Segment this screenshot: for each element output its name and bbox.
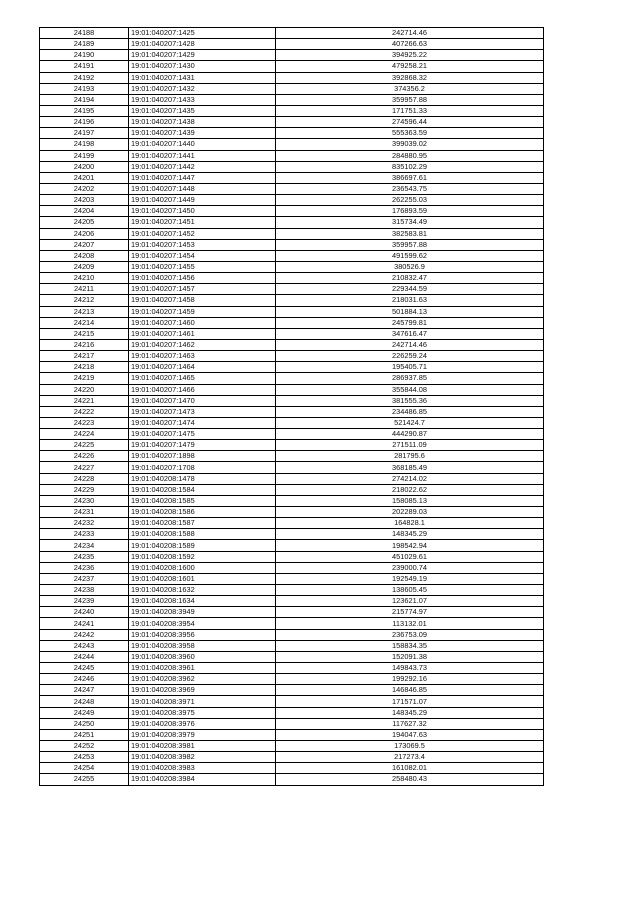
table-row xyxy=(40,117,544,128)
row-number-cell: 24222 xyxy=(40,406,129,417)
value-cell: 195405.71 xyxy=(276,362,544,373)
table-row xyxy=(40,651,544,662)
value-cell: 152091.38 xyxy=(276,651,544,662)
row-number-cell: 24210 xyxy=(40,273,129,284)
cadastral-number-cell: 19:01:040207:1456 xyxy=(129,273,276,284)
cadastral-number-cell: 19:01:040208:3960 xyxy=(129,651,276,662)
cadastral-number-cell: 19:01:040207:1429 xyxy=(129,50,276,61)
cadastral-number-cell: 19:01:040208:1586 xyxy=(129,507,276,518)
cadastral-number-cell: 19:01:040207:1464 xyxy=(129,362,276,373)
row-number-cell: 24218 xyxy=(40,362,129,373)
row-number-cell: 24226 xyxy=(40,451,129,462)
row-number-cell: 24209 xyxy=(40,261,129,272)
cadastral-number-cell: 19:01:040208:3975 xyxy=(129,707,276,718)
cadastral-number-cell: 19:01:040208:3979 xyxy=(129,729,276,740)
row-number-cell: 24225 xyxy=(40,440,129,451)
table-row xyxy=(40,339,544,350)
value-cell: 218031.63 xyxy=(276,295,544,306)
cadastral-number-cell: 19:01:040208:3962 xyxy=(129,674,276,685)
value-cell: 199292.16 xyxy=(276,674,544,685)
cadastral-number-cell: 19:01:040208:3954 xyxy=(129,618,276,629)
cadastral-number-cell: 19:01:040207:1450 xyxy=(129,206,276,217)
table-row xyxy=(40,61,544,72)
cadastral-number-cell: 19:01:040207:1455 xyxy=(129,261,276,272)
row-number-cell: 24196 xyxy=(40,117,129,128)
cadastral-number-cell: 19:01:040207:1463 xyxy=(129,351,276,362)
cadastral-number-cell: 19:01:040207:1479 xyxy=(129,440,276,451)
value-cell: 380526.9 xyxy=(276,261,544,272)
row-number-cell: 24248 xyxy=(40,696,129,707)
value-cell: 347616.47 xyxy=(276,328,544,339)
cadastral-number-cell: 19:01:040207:1432 xyxy=(129,83,276,94)
row-number-cell: 24243 xyxy=(40,640,129,651)
cadastral-number-cell: 19:01:040207:1898 xyxy=(129,451,276,462)
table-row xyxy=(40,629,544,640)
table-body xyxy=(40,28,544,786)
row-number-cell: 24228 xyxy=(40,473,129,484)
table-row xyxy=(40,752,544,763)
row-number-cell: 24198 xyxy=(40,139,129,150)
cadastral-number-cell: 19:01:040207:1431 xyxy=(129,72,276,83)
row-number-cell: 24214 xyxy=(40,317,129,328)
row-number-cell: 24205 xyxy=(40,217,129,228)
cadastral-number-cell: 19:01:040208:1585 xyxy=(129,495,276,506)
cadastral-number-cell: 19:01:040207:1425 xyxy=(129,28,276,39)
value-cell: 835102.29 xyxy=(276,161,544,172)
value-cell: 148345.29 xyxy=(276,529,544,540)
value-cell: 245799.81 xyxy=(276,317,544,328)
value-cell: 242714.46 xyxy=(276,339,544,350)
value-cell: 161082.01 xyxy=(276,763,544,774)
table-row xyxy=(40,551,544,562)
value-cell: 123621.07 xyxy=(276,596,544,607)
value-cell: 359957.88 xyxy=(276,94,544,105)
value-cell: 382583.81 xyxy=(276,228,544,239)
cadastral-number-cell: 19:01:040208:1588 xyxy=(129,529,276,540)
row-number-cell: 24188 xyxy=(40,28,129,39)
value-cell: 217273.4 xyxy=(276,752,544,763)
table-row xyxy=(40,250,544,261)
cadastral-number-cell: 19:01:040207:1449 xyxy=(129,195,276,206)
value-cell: 176893.59 xyxy=(276,206,544,217)
row-number-cell: 24223 xyxy=(40,417,129,428)
table-row xyxy=(40,373,544,384)
value-cell: 501884.13 xyxy=(276,306,544,317)
row-number-cell: 24235 xyxy=(40,551,129,562)
table-row xyxy=(40,618,544,629)
cadastral-number-cell: 19:01:040207:1475 xyxy=(129,429,276,440)
value-cell: 479258.21 xyxy=(276,61,544,72)
table-row xyxy=(40,28,544,39)
table-row xyxy=(40,495,544,506)
row-number-cell: 24204 xyxy=(40,206,129,217)
cadastral-number-cell: 19:01:040208:1587 xyxy=(129,518,276,529)
table-row xyxy=(40,674,544,685)
table-row xyxy=(40,195,544,206)
value-cell: 407266.63 xyxy=(276,39,544,50)
table-row xyxy=(40,729,544,740)
row-number-cell: 24213 xyxy=(40,306,129,317)
value-cell: 173069.5 xyxy=(276,741,544,752)
cadastral-number-cell: 19:01:040208:1634 xyxy=(129,596,276,607)
row-number-cell: 24244 xyxy=(40,651,129,662)
table-row xyxy=(40,239,544,250)
table-row xyxy=(40,206,544,217)
table-row xyxy=(40,139,544,150)
table-row xyxy=(40,406,544,417)
row-number-cell: 24230 xyxy=(40,495,129,506)
cadastral-number-cell: 19:01:040207:1457 xyxy=(129,284,276,295)
value-cell: 521424.7 xyxy=(276,417,544,428)
table-row xyxy=(40,573,544,584)
cadastral-number-cell: 19:01:040207:1430 xyxy=(129,61,276,72)
value-cell: 274214.02 xyxy=(276,473,544,484)
value-cell: 281795.6 xyxy=(276,451,544,462)
value-cell: 355844.08 xyxy=(276,384,544,395)
value-cell: 394925.22 xyxy=(276,50,544,61)
row-number-cell: 24252 xyxy=(40,741,129,752)
table-row xyxy=(40,685,544,696)
value-cell: 315734.49 xyxy=(276,217,544,228)
table-row xyxy=(40,718,544,729)
row-number-cell: 24197 xyxy=(40,128,129,139)
cadastral-number-cell: 19:01:040207:1439 xyxy=(129,128,276,139)
table-row xyxy=(40,150,544,161)
row-number-cell: 24211 xyxy=(40,284,129,295)
value-cell: 117627.32 xyxy=(276,718,544,729)
row-number-cell: 24231 xyxy=(40,507,129,518)
row-number-cell: 24191 xyxy=(40,61,129,72)
value-cell: 226259.24 xyxy=(276,351,544,362)
table-row xyxy=(40,484,544,495)
row-number-cell: 24219 xyxy=(40,373,129,384)
cadastral-number-cell: 19:01:040207:1453 xyxy=(129,239,276,250)
cadastral-number-cell: 19:01:040207:1458 xyxy=(129,295,276,306)
cadastral-number-cell: 19:01:040207:1466 xyxy=(129,384,276,395)
value-cell: 149843.73 xyxy=(276,663,544,674)
cadastral-number-cell: 19:01:040208:3969 xyxy=(129,685,276,696)
row-number-cell: 24215 xyxy=(40,328,129,339)
row-number-cell: 24232 xyxy=(40,518,129,529)
value-cell: 359957.88 xyxy=(276,239,544,250)
table-row xyxy=(40,72,544,83)
row-number-cell: 24240 xyxy=(40,607,129,618)
cadastral-number-cell: 19:01:040207:1428 xyxy=(129,39,276,50)
value-cell: 148345.29 xyxy=(276,707,544,718)
table-row xyxy=(40,362,544,373)
table-row xyxy=(40,507,544,518)
value-cell: 113132.01 xyxy=(276,618,544,629)
row-number-cell: 24200 xyxy=(40,161,129,172)
value-cell: 194047.63 xyxy=(276,729,544,740)
table-row xyxy=(40,94,544,105)
value-cell: 258480.43 xyxy=(276,774,544,785)
cadastral-number-cell: 19:01:040207:1452 xyxy=(129,228,276,239)
cadastral-number-cell: 19:01:040208:1478 xyxy=(129,473,276,484)
row-number-cell: 24208 xyxy=(40,250,129,261)
table-row xyxy=(40,741,544,752)
table-row xyxy=(40,183,544,194)
row-number-cell: 24233 xyxy=(40,529,129,540)
value-cell: 368185.49 xyxy=(276,462,544,473)
data-table xyxy=(39,27,544,786)
table-row xyxy=(40,261,544,272)
table-row xyxy=(40,607,544,618)
table-row xyxy=(40,707,544,718)
value-cell: 138605.45 xyxy=(276,585,544,596)
cadastral-number-cell: 19:01:040207:1461 xyxy=(129,328,276,339)
table-row xyxy=(40,228,544,239)
table-row xyxy=(40,128,544,139)
table-row xyxy=(40,596,544,607)
cadastral-number-cell: 19:01:040208:3958 xyxy=(129,640,276,651)
table-row xyxy=(40,384,544,395)
table-row xyxy=(40,395,544,406)
cadastral-number-cell: 19:01:040208:1592 xyxy=(129,551,276,562)
row-number-cell: 24242 xyxy=(40,629,129,640)
table-row xyxy=(40,529,544,540)
value-cell: 386697.61 xyxy=(276,172,544,183)
cadastral-number-cell: 19:01:040207:1708 xyxy=(129,462,276,473)
cadastral-number-cell: 19:01:040208:3956 xyxy=(129,629,276,640)
value-cell: 274596.44 xyxy=(276,117,544,128)
cadastral-number-cell: 19:01:040207:1474 xyxy=(129,417,276,428)
value-cell: 234486.85 xyxy=(276,406,544,417)
cadastral-number-cell: 19:01:040208:1584 xyxy=(129,484,276,495)
row-number-cell: 24199 xyxy=(40,150,129,161)
value-cell: 444290.87 xyxy=(276,429,544,440)
cadastral-number-cell: 19:01:040207:1440 xyxy=(129,139,276,150)
value-cell: 192549.19 xyxy=(276,573,544,584)
cadastral-number-cell: 19:01:040208:3971 xyxy=(129,696,276,707)
row-number-cell: 24220 xyxy=(40,384,129,395)
row-number-cell: 24254 xyxy=(40,763,129,774)
row-number-cell: 24212 xyxy=(40,295,129,306)
value-cell: 218022.62 xyxy=(276,484,544,495)
cadastral-number-cell: 19:01:040207:1438 xyxy=(129,117,276,128)
row-number-cell: 24245 xyxy=(40,663,129,674)
cadastral-number-cell: 19:01:040207:1465 xyxy=(129,373,276,384)
cadastral-number-cell: 19:01:040207:1433 xyxy=(129,94,276,105)
cadastral-number-cell: 19:01:040208:1600 xyxy=(129,562,276,573)
value-cell: 284880.95 xyxy=(276,150,544,161)
cadastral-number-cell: 19:01:040208:1632 xyxy=(129,585,276,596)
table-row xyxy=(40,161,544,172)
table-row xyxy=(40,696,544,707)
value-cell: 236753.09 xyxy=(276,629,544,640)
table-row xyxy=(40,440,544,451)
table-row xyxy=(40,417,544,428)
value-cell: 171751.33 xyxy=(276,105,544,116)
row-number-cell: 24229 xyxy=(40,484,129,495)
value-cell: 202289.03 xyxy=(276,507,544,518)
table-row xyxy=(40,50,544,61)
row-number-cell: 24251 xyxy=(40,729,129,740)
cadastral-number-cell: 19:01:040207:1470 xyxy=(129,395,276,406)
row-number-cell: 24193 xyxy=(40,83,129,94)
cadastral-number-cell: 19:01:040208:3949 xyxy=(129,607,276,618)
row-number-cell: 24216 xyxy=(40,339,129,350)
table-row xyxy=(40,640,544,651)
value-cell: 242714.46 xyxy=(276,28,544,39)
cadastral-number-cell: 19:01:040207:1448 xyxy=(129,183,276,194)
row-number-cell: 24201 xyxy=(40,172,129,183)
table-row xyxy=(40,473,544,484)
cadastral-number-cell: 19:01:040208:1601 xyxy=(129,573,276,584)
row-number-cell: 24202 xyxy=(40,183,129,194)
row-number-cell: 24247 xyxy=(40,685,129,696)
row-number-cell: 24190 xyxy=(40,50,129,61)
cadastral-number-cell: 19:01:040207:1459 xyxy=(129,306,276,317)
cadastral-number-cell: 19:01:040207:1454 xyxy=(129,250,276,261)
cadastral-number-cell: 19:01:040208:3984 xyxy=(129,774,276,785)
table-row xyxy=(40,217,544,228)
row-number-cell: 24239 xyxy=(40,596,129,607)
table-row xyxy=(40,774,544,785)
row-number-cell: 24241 xyxy=(40,618,129,629)
row-number-cell: 24246 xyxy=(40,674,129,685)
value-cell: 239000.74 xyxy=(276,562,544,573)
row-number-cell: 24207 xyxy=(40,239,129,250)
row-number-cell: 24236 xyxy=(40,562,129,573)
row-number-cell: 24221 xyxy=(40,395,129,406)
cadastral-number-cell: 19:01:040207:1441 xyxy=(129,150,276,161)
row-number-cell: 24249 xyxy=(40,707,129,718)
cadastral-number-cell: 19:01:040208:1589 xyxy=(129,540,276,551)
table-row xyxy=(40,295,544,306)
row-number-cell: 24195 xyxy=(40,105,129,116)
value-cell: 158085.13 xyxy=(276,495,544,506)
cadastral-number-cell: 19:01:040207:1473 xyxy=(129,406,276,417)
table-row xyxy=(40,306,544,317)
cadastral-number-cell: 19:01:040207:1462 xyxy=(129,339,276,350)
table-row xyxy=(40,763,544,774)
value-cell: 229344.59 xyxy=(276,284,544,295)
table-row xyxy=(40,429,544,440)
row-number-cell: 24227 xyxy=(40,462,129,473)
cadastral-number-cell: 19:01:040207:1451 xyxy=(129,217,276,228)
row-number-cell: 24224 xyxy=(40,429,129,440)
cadastral-number-cell: 19:01:040207:1442 xyxy=(129,161,276,172)
value-cell: 392868.32 xyxy=(276,72,544,83)
value-cell: 555363.59 xyxy=(276,128,544,139)
table-row xyxy=(40,585,544,596)
cadastral-number-cell: 19:01:040207:1447 xyxy=(129,172,276,183)
cadastral-number-cell: 19:01:040208:3982 xyxy=(129,752,276,763)
value-cell: 236543.75 xyxy=(276,183,544,194)
table-row xyxy=(40,562,544,573)
table-row xyxy=(40,451,544,462)
value-cell: 374356.2 xyxy=(276,83,544,94)
cadastral-number-cell: 19:01:040207:1460 xyxy=(129,317,276,328)
row-number-cell: 24255 xyxy=(40,774,129,785)
table-row xyxy=(40,105,544,116)
row-number-cell: 24253 xyxy=(40,752,129,763)
table-row xyxy=(40,518,544,529)
value-cell: 262255.03 xyxy=(276,195,544,206)
value-cell: 198542.94 xyxy=(276,540,544,551)
cadastral-number-cell: 19:01:040208:3981 xyxy=(129,741,276,752)
cadastral-number-cell: 19:01:040208:3976 xyxy=(129,718,276,729)
table-row xyxy=(40,462,544,473)
cadastral-number-cell: 19:01:040208:3961 xyxy=(129,663,276,674)
value-cell: 491599.62 xyxy=(276,250,544,261)
row-number-cell: 24250 xyxy=(40,718,129,729)
row-number-cell: 24238 xyxy=(40,585,129,596)
table-row xyxy=(40,39,544,50)
value-cell: 399039.02 xyxy=(276,139,544,150)
table-row xyxy=(40,328,544,339)
row-number-cell: 24206 xyxy=(40,228,129,239)
row-number-cell: 24189 xyxy=(40,39,129,50)
row-number-cell: 24234 xyxy=(40,540,129,551)
cadastral-number-cell: 19:01:040207:1435 xyxy=(129,105,276,116)
table-row xyxy=(40,273,544,284)
table-row xyxy=(40,83,544,94)
value-cell: 286937.85 xyxy=(276,373,544,384)
table-row xyxy=(40,284,544,295)
table-row xyxy=(40,351,544,362)
cadastral-number-cell: 19:01:040208:3983 xyxy=(129,763,276,774)
row-number-cell: 24237 xyxy=(40,573,129,584)
value-cell: 171571.07 xyxy=(276,696,544,707)
table-row xyxy=(40,540,544,551)
value-cell: 381555.36 xyxy=(276,395,544,406)
value-cell: 215774.97 xyxy=(276,607,544,618)
value-cell: 210832.47 xyxy=(276,273,544,284)
table-row xyxy=(40,663,544,674)
table-row xyxy=(40,172,544,183)
row-number-cell: 24217 xyxy=(40,351,129,362)
value-cell: 164828.1 xyxy=(276,518,544,529)
value-cell: 146846.85 xyxy=(276,685,544,696)
value-cell: 451029.61 xyxy=(276,551,544,562)
row-number-cell: 24192 xyxy=(40,72,129,83)
table-row xyxy=(40,317,544,328)
row-number-cell: 24194 xyxy=(40,94,129,105)
value-cell: 271511.09 xyxy=(276,440,544,451)
value-cell: 158834.35 xyxy=(276,640,544,651)
row-number-cell: 24203 xyxy=(40,195,129,206)
